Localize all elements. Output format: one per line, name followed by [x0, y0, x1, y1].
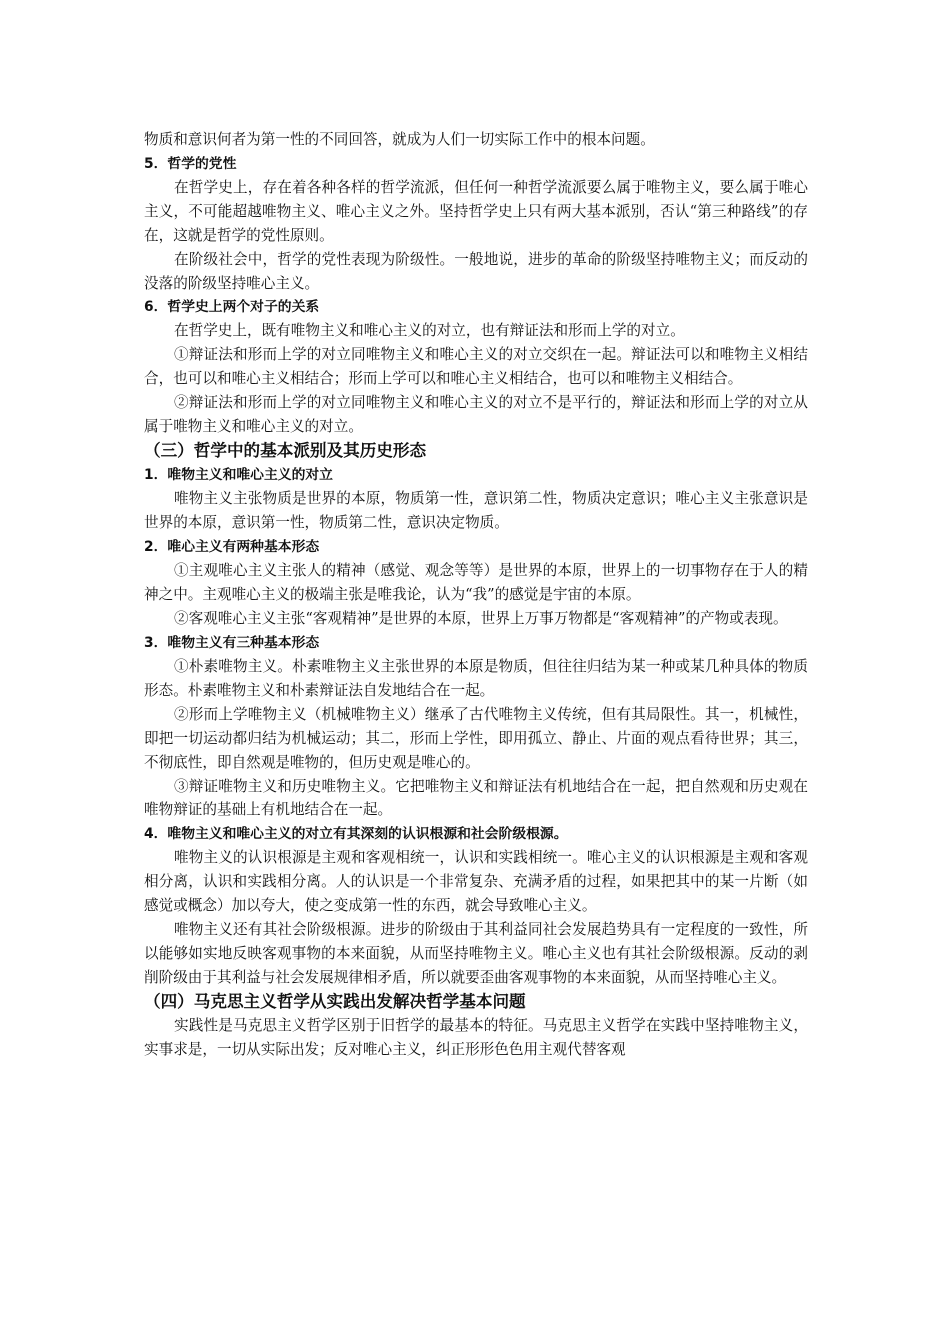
subsection-heading: 2．唯心主义有两种基本形态 — [144, 539, 320, 556]
paragraph: 唯物主义的认识根源是主观和客观相统一，认识和实践相统一。唯心主义的认识根源是主观和客观相分离，认识和实践相分离。人的认识是一个非常复杂、充满矛盾的过程，如果把其中的某一片断（如感觉或概念）加以夸大，使之变成第一性的东西，就会导致唯心主义。 — [144, 849, 808, 915]
subsection-heading: 5．哲学的党性 — [144, 155, 237, 172]
document-page — [144, 128, 808, 1062]
subsection-heading: 3．唯物主义有三种基本形态 — [144, 635, 320, 651]
paragraph: ①朴素唯物主义。朴素唯物主义主张世界的本原是物质，但往往归结为某一种或某几种具体的物质形态。朴素唯物主义和朴素辩证法自发地结合在一起。 — [144, 658, 808, 699]
paragraph: ③辩证唯物主义和历史唯物主义。它把唯物主义和辩证法有机地结合在一起，把自然观和历史观在唯物辩证的基础上有机地结合在一起。 — [144, 777, 808, 819]
paragraph: ①主观唯心主义主张人的精神（感觉、观念等等）是世界的本原，世界上的一切事物存在于人的精神之中。主观唯心主义的极端主张是唯我论，认为“我”的感觉是宇宙的本原。 — [144, 562, 808, 604]
paragraph: 实践性是马克思主义哲学区别于旧哲学的最基本的特征。马克思主义哲学在实践中坚持唯物主义，实事求是，一切从实际出发；反对唯心主义，纠正形形色色用主观代替客观 — [144, 1017, 808, 1059]
paragraph: 唯物主义主张物质是世界的本原，物质第一性，意识第二性，物质决定意识；唯心主义主张意识是世界的本原，意识第一性，物质第二性，意识决定物质。 — [144, 490, 808, 532]
subsection-heading: 6．哲学史上两个对子的关系 — [144, 299, 320, 316]
paragraph: 在阶级社会中，哲学的党性表现为阶级性。一般地说，进步的革命的阶级坚持唯物主义；而反动的没落的阶级坚持唯心主义。 — [144, 250, 808, 292]
paragraph: 唯物主义还有其社会阶级根源。进步的阶级由于其利益同社会发展趋势具有一定程度的一致性，所以能够如实地反映客观事物的本来面貌，从而坚持唯物主义。唯心主义也有其社会阶级根源。反动的剥削阶级由于其利益与社会发展规律相矛盾，所以就要歪曲客观事物的本来面貌，从而坚持唯心主义。 — [144, 921, 808, 986]
paragraph: ①辩证法和形而上学的对立同唯物主义和唯心主义的对立交织在一起。辩证法可以和唯物主义相结合，也可以和唯心主义相结合；形而上学可以和唯心主义相结合，也可以和唯物主义相结合。 — [144, 346, 808, 388]
paragraph: 在哲学史上，存在着各种各样的哲学流派，但任何一种哲学流派要么属于唯物主义，要么属于唯心主义，不可能超越唯物主义、唯心主义之外。坚持哲学史上只有两大基本派别，否认“第三种路线”的存在，这就是哲学的党性原则。 — [144, 178, 808, 244]
paragraph: 物质和意识何者为第一性的不同回答，就成为人们一切实际工作中的根本问题。 — [144, 131, 655, 148]
paragraph: ②形而上学唯物主义（机械唯物主义）继承了古代唯物主义传统，但有其局限性。其一，机械性，即把一切运动都归结为机械运动；其二，形而上学性，即用孤立、静止、片面的观点看待世界；其三，不彻底性，即自然观是唯物的，但历史观是唯心的。 — [144, 705, 808, 771]
subsection-heading: 1．唯物主义和唯心主义的对立 — [144, 467, 333, 484]
section-heading: （三）哲学中的基本派别及其历史形态 — [144, 440, 427, 460]
paragraph: ②客观唯心主义主张“客观精神”是世界的本原，世界上万事万物都是“客观精神”的产物或表现。 — [174, 610, 788, 628]
section-heading: （四）马克思主义哲学从实践出发解决哲学基本问题 — [144, 991, 526, 1011]
subsection-heading: 4．唯物主义和唯心主义的对立有其深刻的认识根源和社会阶级根源。 — [144, 826, 568, 843]
paragraph: 在哲学史上，既有唯物主义和唯心主义的对立，也有辩证法和形而上学的对立。 — [174, 322, 685, 340]
paragraph: ②辩证法和形而上学的对立同唯物主义和唯心主义的对立不是平行的，辩证法和形而上学的对立从属于唯物主义和唯心主义的对立。 — [144, 394, 808, 436]
